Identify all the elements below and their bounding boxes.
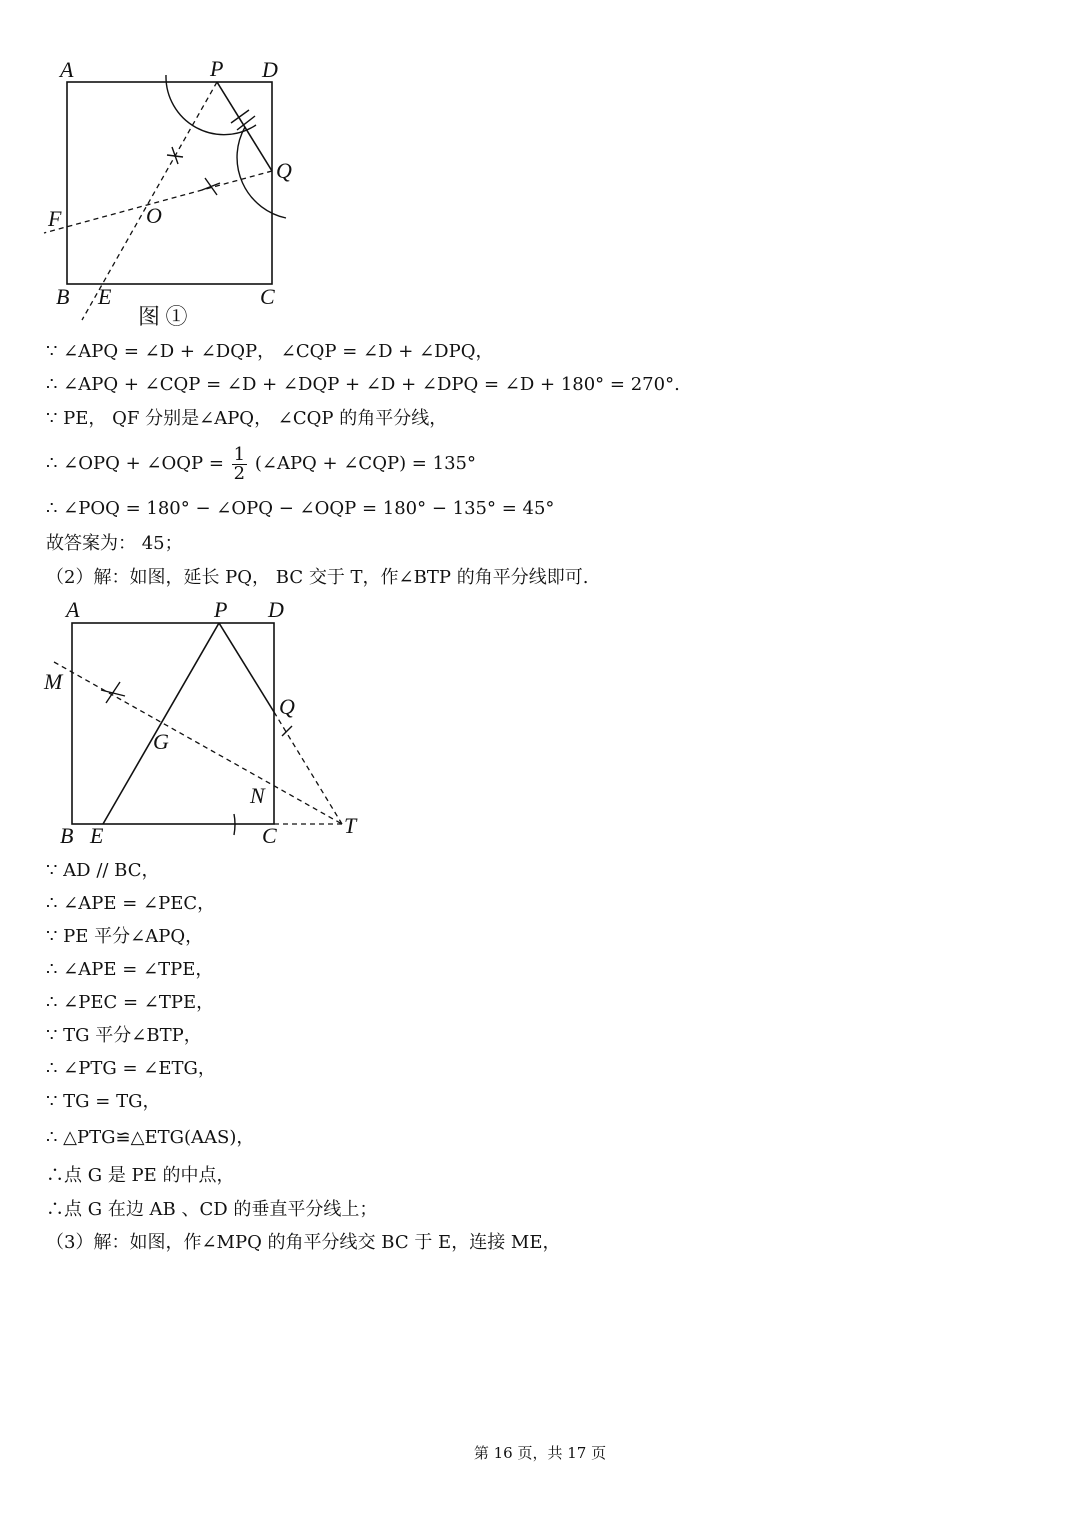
fraction-line — [46, 444, 476, 484]
text-line: ∵ PE， QF 分别是∠APQ， ∠CQP 的角平分线， — [46, 408, 448, 429]
segment-pq-2 — [219, 623, 274, 712]
label-q-2: Q — [279, 694, 295, 719]
text-line: ∴点 G 在边 AB 、CD 的垂直平分线上； — [46, 1199, 378, 1220]
label-e: E — [98, 284, 112, 309]
fraction-denominator: 2 — [233, 462, 246, 484]
label-n: N — [250, 783, 265, 808]
figure-1 — [30, 50, 350, 340]
text-line: ∴点 G 是 PE 的中点， — [46, 1165, 235, 1186]
label-b-2: B — [60, 823, 74, 848]
text-line: ∴ ∠APE = ∠PEC， — [46, 893, 216, 914]
text-line: ∵ AD // BC， — [46, 860, 160, 881]
label-c-2: C — [262, 823, 277, 848]
square-abcd — [67, 82, 272, 284]
fraction-prefix: ∴ ∠OPQ + ∠OQP = — [46, 453, 224, 474]
page-footer: 第 16 页，共 17 页 — [473, 1444, 607, 1462]
label-a-2: A — [66, 597, 80, 622]
label-a: A — [60, 57, 74, 82]
extension-qt — [274, 712, 342, 824]
label-e-2: E — [90, 823, 104, 848]
label-p-2: P — [214, 597, 228, 622]
label-q: Q — [276, 158, 292, 183]
fraction-numerator: 1 — [233, 443, 246, 465]
text-line: ∵ TG = TG， — [46, 1091, 161, 1112]
text-line: ∴ ∠APE = ∠TPE， — [46, 959, 214, 980]
text-line: ∴ ∠PTG = ∠ETG， — [46, 1058, 216, 1079]
text-line: 故答案为： 45； — [46, 533, 183, 554]
fraction — [232, 443, 247, 484]
label-m: M — [44, 669, 63, 694]
figure-2 — [30, 592, 380, 852]
text-line: ∴ △PTG≌△ETG(AAS)， — [46, 1127, 255, 1148]
text-line: （2）解：如图，延长 PQ， BC 交于 T，作∠BTP 的角平分线即可. — [46, 567, 589, 588]
text-line: ∵ ∠APQ = ∠D + ∠DQP， ∠CQP = ∠D + ∠DPQ， — [46, 341, 494, 362]
text-line: （3）解：如图，作∠MPQ 的角平分线交 BC 于 E，连接 ME， — [46, 1232, 561, 1253]
segment-pq — [217, 82, 272, 171]
label-t: T — [344, 813, 357, 838]
label-b: B — [56, 284, 70, 309]
segment-pe — [103, 623, 219, 824]
bisector-tm — [54, 662, 342, 824]
figure-1-diagram — [30, 50, 350, 340]
label-d: D — [262, 57, 278, 82]
label-g: G — [153, 729, 169, 754]
text-line: ∴ ∠POQ = 180° − ∠OPQ − ∠OQP = 180° − 135° = 45° — [46, 498, 555, 519]
label-p: P — [210, 56, 224, 81]
text-line: ∴ ∠APQ + ∠CQP = ∠D + ∠DQP + ∠D + ∠DPQ = ∠D + 180° = 270°. — [46, 374, 680, 395]
label-d-2: D — [268, 597, 284, 622]
text-line: ∵ PE 平分∠APQ， — [46, 926, 204, 947]
text-line: ∴ ∠PEC = ∠TPE， — [46, 992, 215, 1013]
fraction-suffix: (∠APQ + ∠CQP) = 135° — [254, 453, 476, 474]
figure-1-caption: 图 ① — [138, 304, 188, 329]
square-abcd-2 — [72, 623, 274, 824]
label-o: O — [146, 203, 162, 228]
figure-2-diagram — [30, 592, 380, 852]
label-c: C — [260, 284, 275, 309]
text-line: ∵ TG 平分∠BTP， — [46, 1025, 202, 1046]
label-f: F — [48, 206, 62, 231]
